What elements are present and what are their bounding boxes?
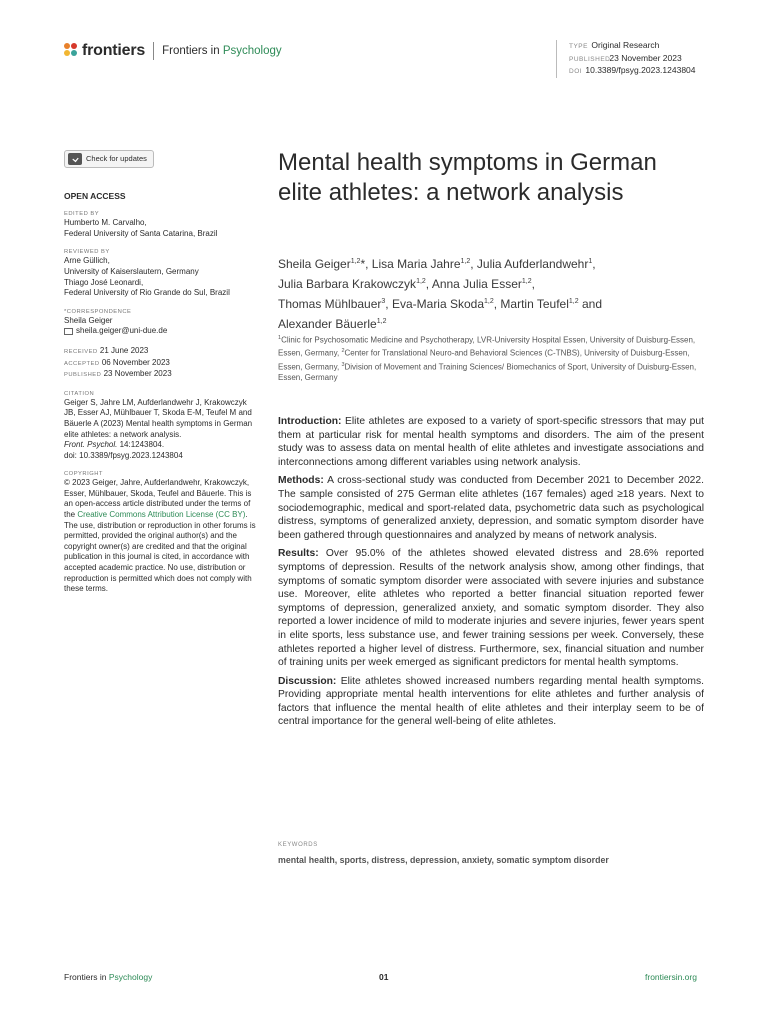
author[interactable]: Julia Barbara Krakowczyk$^{1,2}$ [278, 277, 426, 291]
author[interactable]: Eva-Maria Skoda$^{1,2}$ [391, 297, 494, 311]
journal-name: Frontiers in Psychology [162, 45, 282, 57]
abstract-discussion: Discussion: Elite athletes showed increased numbers regarding mental health symptoms. Providing appropriate mental health interventions for elite athletes and further analysis of factors that influence the mental health of elite athletes and their interplay seem to be of central importance for the general well-being of elite athletes. [278, 675, 704, 728]
sidebar [64, 150, 260, 595]
reviewed-by-label: REVIEWED BY [64, 249, 110, 256]
author[interactable]: Julia Aufderlandwehr$^1$ [476, 257, 593, 271]
dates: RECEIVED 21 June 2023 ACCEPTED 06 November 2023 PUBLISHED 23 November 2023 [64, 345, 172, 379]
abstract-methods: Methods: A cross-sectional study was conducted from December 2021 to December 2022. The sample consisted of 275 German elite athletes (167 females) aged ≥18 years. Next to sociodemographic, medical and sport-related data, psychometric data such as psychological distress, symptoms of generalized anxiety, depression, and somatic symptom disorder have been gathered through questionnaires and analyzed by means of network analysis. [278, 475, 704, 541]
author[interactable]: Anna Julia Esser$^{1,2}$ [431, 277, 532, 291]
abstract-results: Results: Over 95.0% of the athletes showed elevated distress and 28.6% reported symptoms of depression. Results of the network analysis show, among other findings, that symptoms of somatic symptom disorder were associated with severe injuries and substance use. Moreover, elite athletes who reported a better financial situation reported fewer symptoms of depression, generalized anxiety, and somatic symptom disorder. They also reported a lower incidence of mild to moderate injuries and severe injuries, fewer years spent in elite sports, less substance use, and fewer training sessions per week. Conversely, these athletes reported a higher level of distress. Furthermore, sex, financial situation and number of training units per week emerged as significant predictors for mental health symptoms. [278, 548, 704, 669]
frontiers-logo-icon [64, 43, 78, 59]
doi-link[interactable]: 10.3389/fpsyg.2023.1243804 [585, 65, 696, 75]
footer-site-link[interactable]: frontiersin.org [645, 972, 697, 982]
header-divider [153, 42, 154, 60]
check-updates-button[interactable]: Check for updates [64, 150, 154, 168]
cc-by-link[interactable]: Creative Commons Attribution License (CC BY) [77, 510, 246, 520]
footer-journal: Frontiers in Psychology [64, 972, 153, 982]
author[interactable]: Sheila Geiger$^{1,2}$ [278, 257, 361, 271]
author[interactable]: Martin Teufel$^{1,2}$ [500, 297, 579, 311]
affiliations: $^1$Clinic for Psychosomatic Medicine and Psychotherapy, LVR-University Hospital Essen, University of Duisburg-Essen, Essen, Germany, $^2$Center for Translational Neuro-and Behavioral Sciences (C-TNBS), University of Duisburg-Essen, Essen, Germany, $^3$Division of Movement and Training Sciences/ Biomechanics of Sport, University of Duisburg-Essen, Essen, Germany [278, 335, 697, 383]
author[interactable]: Thomas Mühlbauer$^3$ [278, 297, 386, 311]
correspondence-email[interactable]: sheila.geiger@uni-due.de [64, 326, 260, 337]
open-access-label: OPEN ACCESS [64, 190, 126, 201]
brand-name: frontiers [82, 42, 146, 59]
email-icon [64, 328, 73, 335]
author[interactable]: Alexander Bäuerle$^{1,2}$ [278, 317, 387, 331]
edited-by-label: EDITED BY [64, 211, 100, 218]
citation-label: CITATION [64, 390, 95, 397]
article-title: Mental health symptoms in German elite athletes: a network analysis [278, 149, 657, 206]
article-meta: TYPE Original Research PUBLISHED 23 November 2023 DOI 10.3389/fpsyg.2023.1243804 [556, 40, 696, 78]
keywords-label: KEYWORDS [278, 842, 318, 848]
correspondence-label: *CORRESPONDENCE [64, 308, 132, 315]
author-list: Sheila Geiger$^{1,2}$*, Lisa Maria Jahre$^{1,2}$, Julia Aufderlandwehr$^1$, Julia Barbara Krakowczyk$^{1,2}$, Anna Julia Esser$^{1,2}$, Thomas Mühlbauer$^3$, Eva-Maria Skoda$^{1,2}$, Martin Teufel$^{1,2}$ and Alexander Bäuerle$^{1,2}$ [278, 257, 602, 331]
citation: Geiger S, Jahre LM, Aufderlandwehr J, Krakowczyk JB, Esser AJ, Mühlbauer T, Skoda E-M, Teufel M and Bäuerle A (2023) Mental health symptoms in German elite athletes: a network analysis. Front. Psychol. 14:1243804. doi: 10.3389/fpsyg.2023.1243804 [64, 397, 253, 460]
reviewers: Arne Güllich, University of Kaiserslautern, Germany Thiago José Leonardi, Federal University of Rio Grande do Sul, Brazil [64, 256, 230, 298]
check-icon [68, 153, 82, 165]
frontiers-logo[interactable] [64, 42, 282, 60]
correspondence-name: Sheila Geiger [64, 315, 113, 325]
abstract [278, 415, 704, 734]
page-number: 01 [379, 972, 389, 982]
author[interactable]: Lisa Maria Jahre$^{1,2}$ [371, 257, 471, 271]
keywords: mental health, sports, distress, depression, anxiety, somatic symptom disorder [278, 855, 609, 865]
editor: Humberto M. Carvalho, Federal University of Santa Catarina, Brazil [64, 218, 218, 238]
copyright-label: COPYRIGHT [64, 471, 103, 478]
copyright: © 2023 Geiger, Jahre, Aufderlandwehr, Krakowczyk, Esser, Mühlbauer, Skoda, Teufel and Bäuerle. This is an open-access article distributed under the terms of the Creative Commons Attribution License (CC BY). The use, distribution or reproduction in other forums is permitted, provided the original author(s) and the copyright owner(s) are credited and that the original publication in this journal is cited, in accordance with accepted academic practice. No use, distribution or reproduction is permitted which does not comply with these terms. [64, 478, 256, 594]
abstract-introduction: Introduction: Elite athletes are exposed to a variety of sport-specific stressors that may put them at particular risk for mental health symptoms and disorders. The aim of the present study was to assess data on mental health of elite athletes and investigate associations and interconnections among different variables using network analysis. [278, 416, 704, 468]
